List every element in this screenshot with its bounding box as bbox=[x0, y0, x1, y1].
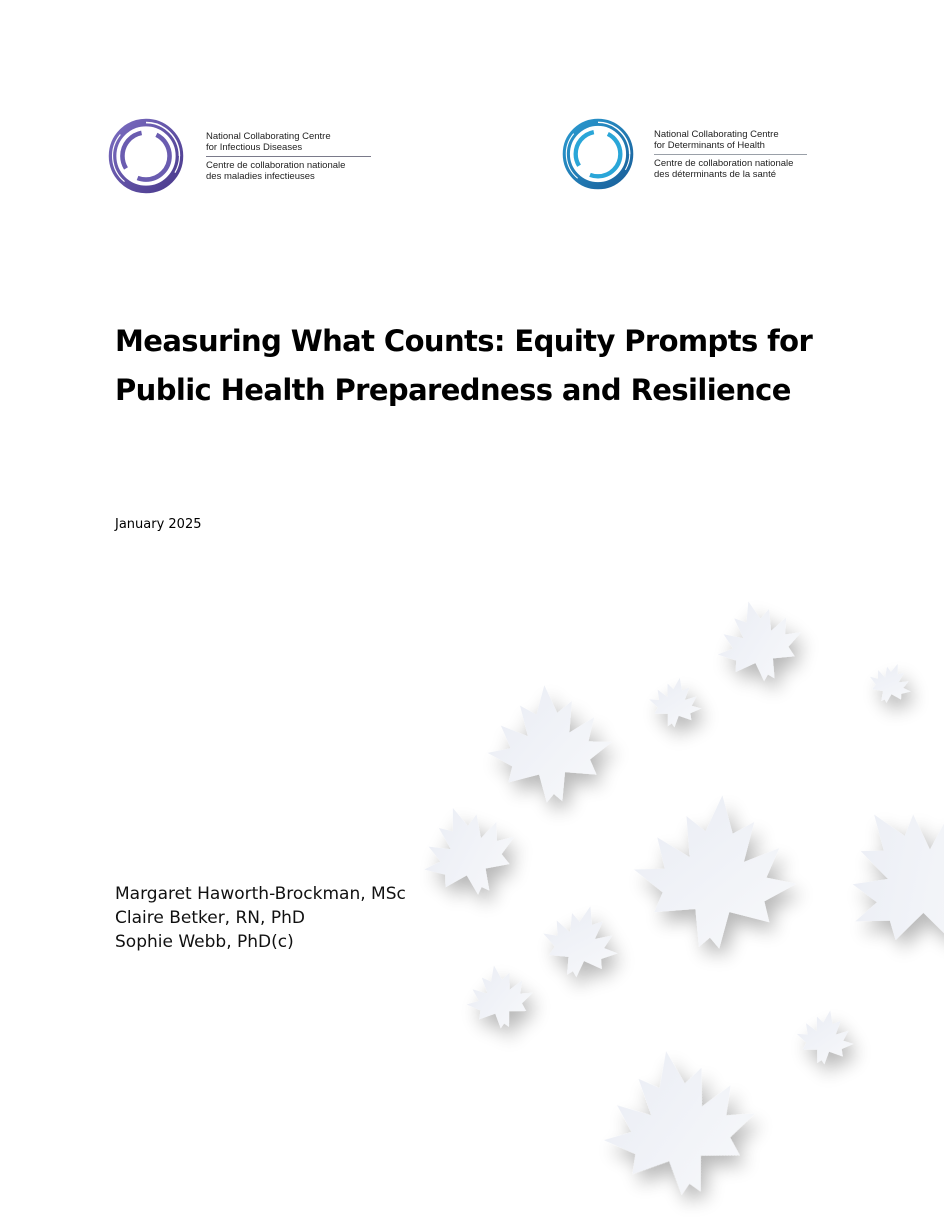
nccdh-fr-line2: des déterminants de la santé bbox=[654, 168, 776, 180]
nccid-logo bbox=[108, 118, 371, 194]
nccid-en-line1: National Collaborating Centre bbox=[206, 130, 331, 142]
title-line-1: Measuring What Counts: Equity Prompts for bbox=[115, 324, 813, 358]
publication-date: January 2025 bbox=[115, 517, 202, 532]
maple-leaves-decoration bbox=[420, 590, 944, 1221]
title-line-2: Public Health Preparedness and Resilience bbox=[115, 373, 791, 407]
nccid-fr-line1: Centre de collaboration nationale bbox=[206, 159, 346, 171]
author-list bbox=[115, 882, 406, 954]
nccdh-en-line2: for Determinants of Health bbox=[654, 139, 765, 151]
author: Sophie Webb, PhD(c) bbox=[115, 932, 294, 952]
nccdh-logo bbox=[562, 118, 807, 190]
nccid-wordmark bbox=[206, 131, 371, 182]
nccid-en-line2: for Infectious Diseases bbox=[206, 141, 303, 153]
nccid-fr-line2: des maladies infectieuses bbox=[206, 170, 315, 182]
author: Claire Betker, RN, PhD bbox=[115, 908, 305, 928]
nccdh-fr-line1: Centre de collaboration nationale bbox=[654, 157, 794, 169]
author: Margaret Haworth-Brockman, MSc bbox=[115, 884, 406, 904]
nccdh-en-line1: National Collaborating Centre bbox=[654, 128, 779, 140]
nccid-swirl-icon bbox=[108, 118, 184, 194]
nccdh-swirl-icon bbox=[562, 118, 634, 190]
document-title bbox=[115, 317, 875, 415]
nccdh-wordmark bbox=[654, 129, 807, 180]
